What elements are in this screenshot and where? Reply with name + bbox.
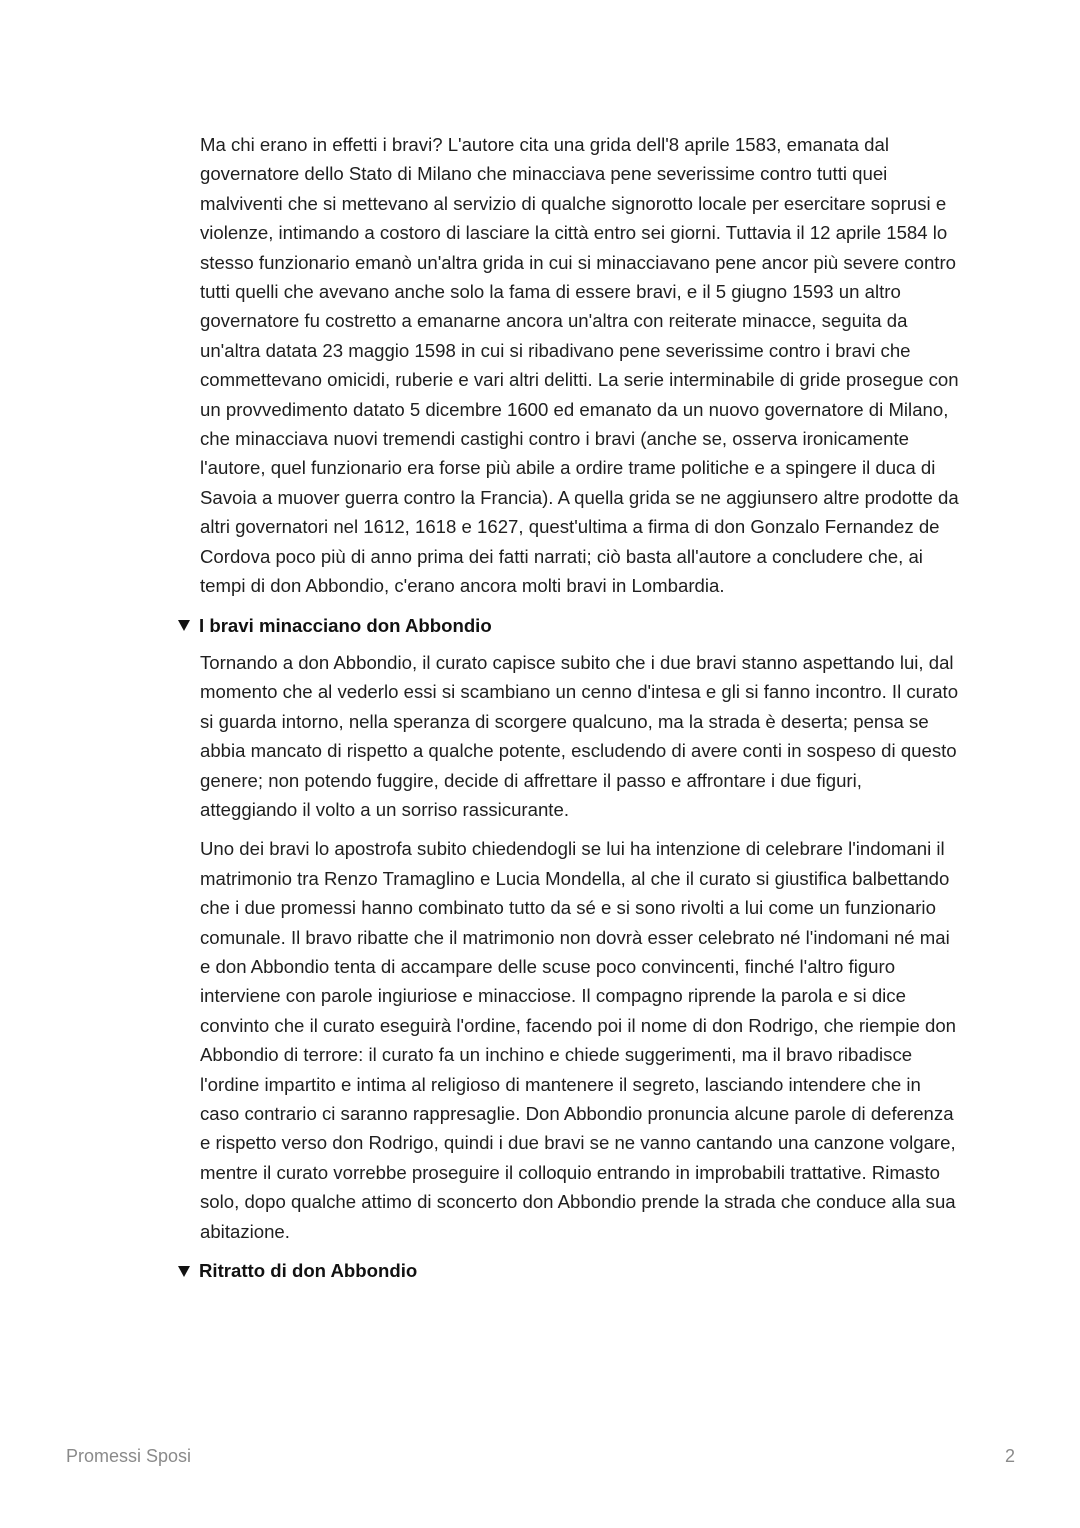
section-paragraph: Tornando a don Abbondio, il curato capisce subito che i due bravi stanno aspettando lui, dal momento che al vederlo essi si scambiano un cenno d'intesa e gli si fanno incontro. Il curato si guarda intorno, nella speranza di scorgere qualcuno, ma la strada è deserta; pensa se abbia mancato di rispetto a qualche potente, escludendo di avere conti in sospeso di questo genere; non potendo fuggire, decide di affrettare il passo e affrontare i due figuri, atteggiando il volto a un sorriso rassicurante. bbox=[200, 651, 959, 820]
section-title: I bravi minacciano don Abbondio bbox=[199, 614, 492, 636]
triangle-down-icon bbox=[178, 620, 190, 631]
section-title: Ritratto di don Abbondio bbox=[199, 1260, 418, 1282]
section-body bbox=[200, 648, 960, 1246]
intro-paragraph: Ma chi erano in effetti i bravi? L'autore cita una grida dell'8 aprile 1583, emanata dal governatore dello Stato di Milano che minacciava pene severissime contro tutti quei malviventi che si mettevano al servizio di qualche signorotto locale per esercitare soprusi e violenze, intimando a costoro di lasciare la città entro sei giorni. Tuttavia il 12 aprile 1584 lo stesso funzionario emanò un'altra grida in cui si minacciavano pene ancor più severe contro tutti quelli che avevano anche solo la fama di essere bravi, e il 5 giugno 1593 un altro governatore fu costretto a emanarne ancora un'altra con reiterate minacce, seguita da un'altra datata 23 maggio 1598 in cui si ribadivano pene severissime contro i bravi che commettevano omicidi, ruberie e vari altri delitti. La serie interminabile di gride prosegue con un provvedimento datato 5 dicembre 1600 ed emanato da un nuovo governatore di Milano, che minacciava nuovi tremendi castighi contro i bravi (anche se, osserva ironicamente l'autore, quel funzionario era forse più abile a ordire trame politiche e a spingere il duca di Savoia a muover guerra contro la Francia). A quella grida se ne aggiunsero altre prodotte da altri governatori nel 1612, 1618 e 1627, quest'ultima a firma di don Gonzalo Fernandez de Cordova poco più di anno prima dei fatti narrati; ciò basta all'autore a concludere che, ai tempi di don Abbondio, c'erano ancora molti bravi in Lombardia. bbox=[200, 134, 959, 597]
section-paragraph: Uno dei bravi lo apostrofa subito chiedendogli se lui ha intenzione di celebrare l'indomani il matrimonio tra Renzo Tramaglino e Lucia Mondella, al che il curato si giustifica balbettando che i due promessi hanno combinato tutto da sé e si sono rivolti a lui come un funzionario comunale. Il bravo ribatte che il matrimonio non dovrà esser celebrato né l'indomani né mai e don Abbondio tenta di accampare delle scuse poco convincenti, finché l'altro figuro interviene con parole ingiuriose e minacciose. Il compagno riprende la parola e si dice convinto che il curato eseguirà l'ordine, facendo poi il nome di don Rodrigo, che riempie don Abbondio di terrore: il curato fa un inchino e chiede suggerimenti, ma il bravo ribadisce l'ordine impartito e intima al religioso di mantenere il segreto, lasciando intendere che in caso contrario ci saranno rappresaglie. Don Abbondio pronuncia alcune parole di deferenza e rispetto verso don Rodrigo, quindi i due bravi se ne vanno cantando una canzone volgare, mentre il curato vorrebbe proseguire il colloquio entrando in improbabili trattative. Rimasto solo, dopo qualche attimo di sconcerto don Abbondio prende la strada che conduce alla sua abitazione. bbox=[200, 838, 957, 1242]
footer-page-number: 2 bbox=[1004, 1446, 1015, 1466]
section-toggle-bravi-minacciano[interactable] bbox=[178, 611, 960, 640]
triangle-down-icon bbox=[178, 1266, 190, 1277]
document-body bbox=[200, 130, 960, 1285]
footer-document-title: Promessi Sposi bbox=[66, 1446, 192, 1466]
section-toggle-ritratto[interactable] bbox=[178, 1256, 960, 1285]
section-bravi-minacciano bbox=[200, 611, 960, 1247]
section-ritratto-don-abbondio bbox=[200, 1256, 960, 1285]
